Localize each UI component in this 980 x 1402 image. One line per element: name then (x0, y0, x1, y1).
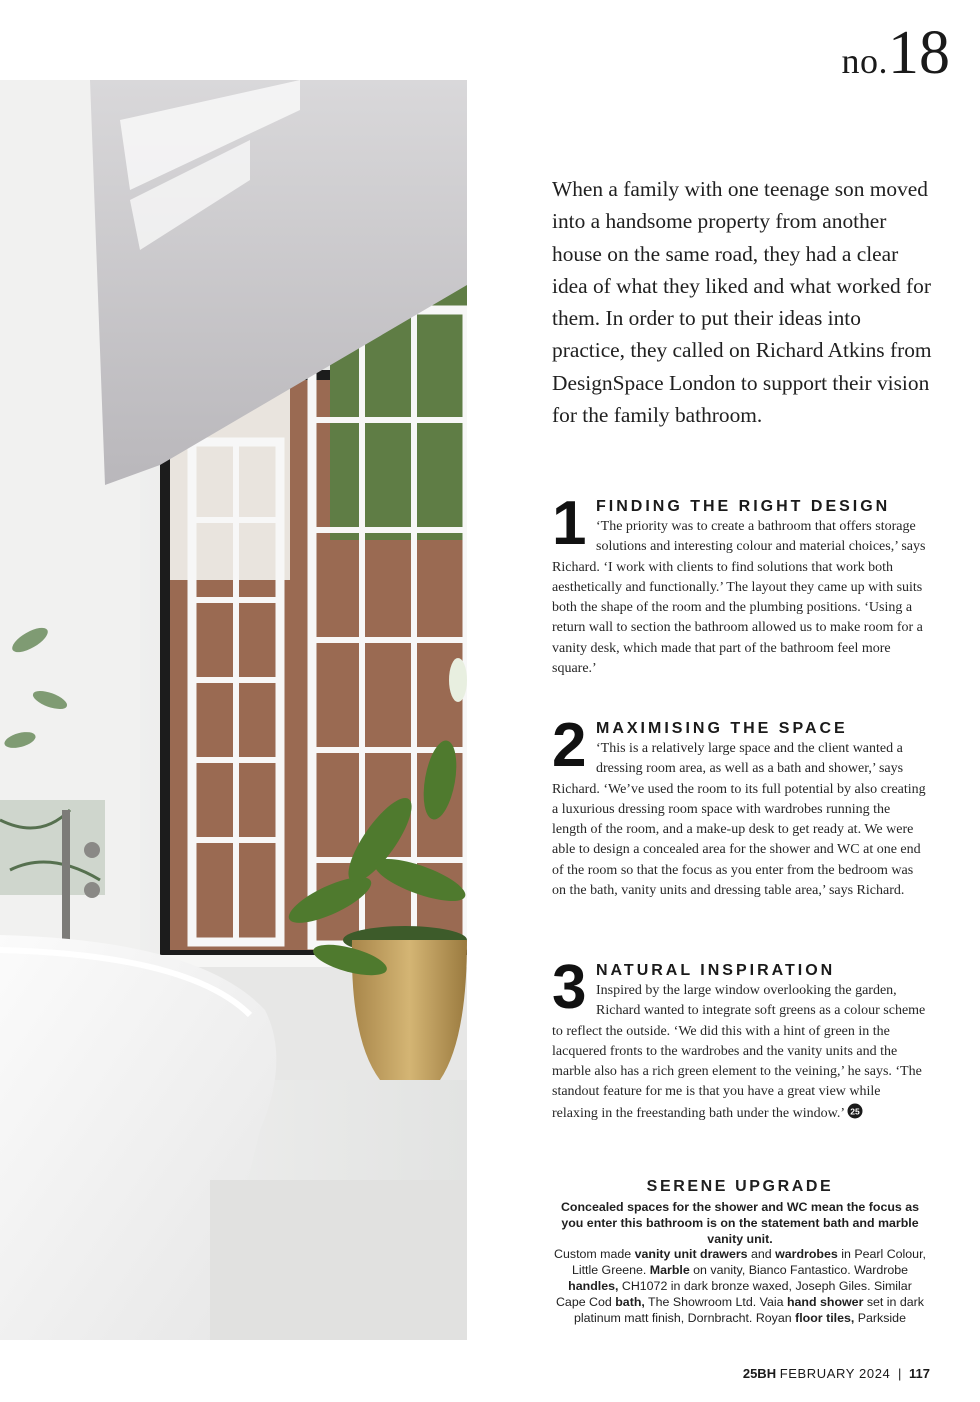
section-heading: NATURAL INSPIRATION (596, 962, 836, 979)
section-number: 1 (552, 489, 587, 558)
serene-upgrade-box (552, 1178, 928, 1326)
intro-text: When a family with one teenage son moved into a handsome property from another house on the same road, they had a clear idea of what they liked and what worked for them. In order to put their ideas into practice, they called on Richard Atkins from DesignSpace London to support their vision for the family bathroom. (552, 177, 932, 428)
bathroom-window-illustration (0, 80, 467, 1340)
serene-credits (552, 1247, 928, 1326)
footer-magazine: 25BH (742, 1366, 777, 1381)
section-heading: MAXIMISING THE SPACE (596, 720, 848, 737)
issue-number-value: 18 (888, 19, 950, 87)
credit-text: on vanity, Bianco Fantastico. Wardrobe (689, 1263, 909, 1278)
page-footer (743, 1366, 930, 1381)
credit-item-bold: floor tiles, (795, 1310, 855, 1325)
issue-number (841, 19, 951, 87)
section-heading: FINDING THE RIGHT DESIGN (596, 498, 891, 515)
section-body: ‘The priority was to create a bathroom that offers storage solutions and interesting colour and material choices,’ says Richard. ‘I work with clients to find solutions that work both aesthetically and functionally.’ The layout they came up with suits both the shape of the room and the plumbing positions. ‘Using a return wall to section the bathroom allowed us to make room for a vanity desk, which made that part of the bathroom feel more square.’ (552, 519, 926, 677)
section-natural-inspiration (552, 953, 928, 1124)
credit-text: in Pearl Colour, Little Greene. (571, 1247, 926, 1278)
section-number: 3 (552, 953, 587, 1022)
credit-item-bold: Marble (649, 1263, 690, 1278)
credit-item-bold: handles, (568, 1278, 619, 1293)
credit-text: set in dark platinum matt finish, Dornbracht. Royan (574, 1294, 924, 1325)
end-mark-icon (847, 1103, 863, 1119)
end-mark-text: 25 (850, 1106, 861, 1117)
section-body: ‘This is a relatively large space and the client wanted a dressing room area, as well as a bath and shower,’ says Richard. ‘We’ve used the room to its full potential by also creating a luxurious dressing room space with wardrobes running the length of the room, and a make-up desk to get ready at. We were able to design a concealed area for the shower and WC at one end of the room so that the focus as you enter from the bedroom was on the bath, vanity units and dressing table area,’ says Richard. (552, 741, 926, 899)
credit-item-bold: vanity unit drawers (634, 1247, 748, 1262)
section-body (552, 981, 928, 1124)
credit-text: Custom made (554, 1247, 635, 1262)
issue-prefix: no. (841, 41, 888, 81)
section-number: 2 (552, 711, 587, 780)
intro-paragraph (552, 173, 932, 431)
section-maximising-the-space (552, 711, 928, 901)
credit-item-bold: hand shower (786, 1294, 864, 1309)
bathroom-photo (0, 80, 467, 1340)
credit-item-bold: wardrobes (775, 1247, 838, 1262)
credit-text: The Showroom Ltd. Vaia (644, 1294, 787, 1309)
section-body-text: Inspired by the large window overlooking the garden, Richard wanted to integrate soft greens as a colour scheme to reflect the outside. ‘We did this with a hint of green in the lacquered fronts to the wardrobes and the vanity units and the marble also has a rich green element to the veining,’ he says. ‘The standout feature for me is that you have a great view while relaxing in the freestanding bath under the window.’ (552, 983, 926, 1121)
footer-date: FEBRUARY 2024 (779, 1366, 891, 1381)
serene-lead: Concealed spaces for the shower and WC mean the focus as you enter this bathroom is on the statement bath and marble vanity unit. (560, 1200, 920, 1246)
serene-title: SERENE UPGRADE (646, 1178, 834, 1195)
credit-item-bold: bath, (615, 1294, 645, 1309)
page-number: 117 (909, 1366, 930, 1381)
credit-text: and (747, 1247, 776, 1262)
footer-separator: | (898, 1366, 902, 1381)
section-finding-the-right-design (552, 489, 928, 679)
credit-text: Parkside (854, 1310, 906, 1325)
credit-text: CH1072 in dark bronze waxed, Joseph Giles. Similar Cape Cod (555, 1278, 912, 1309)
